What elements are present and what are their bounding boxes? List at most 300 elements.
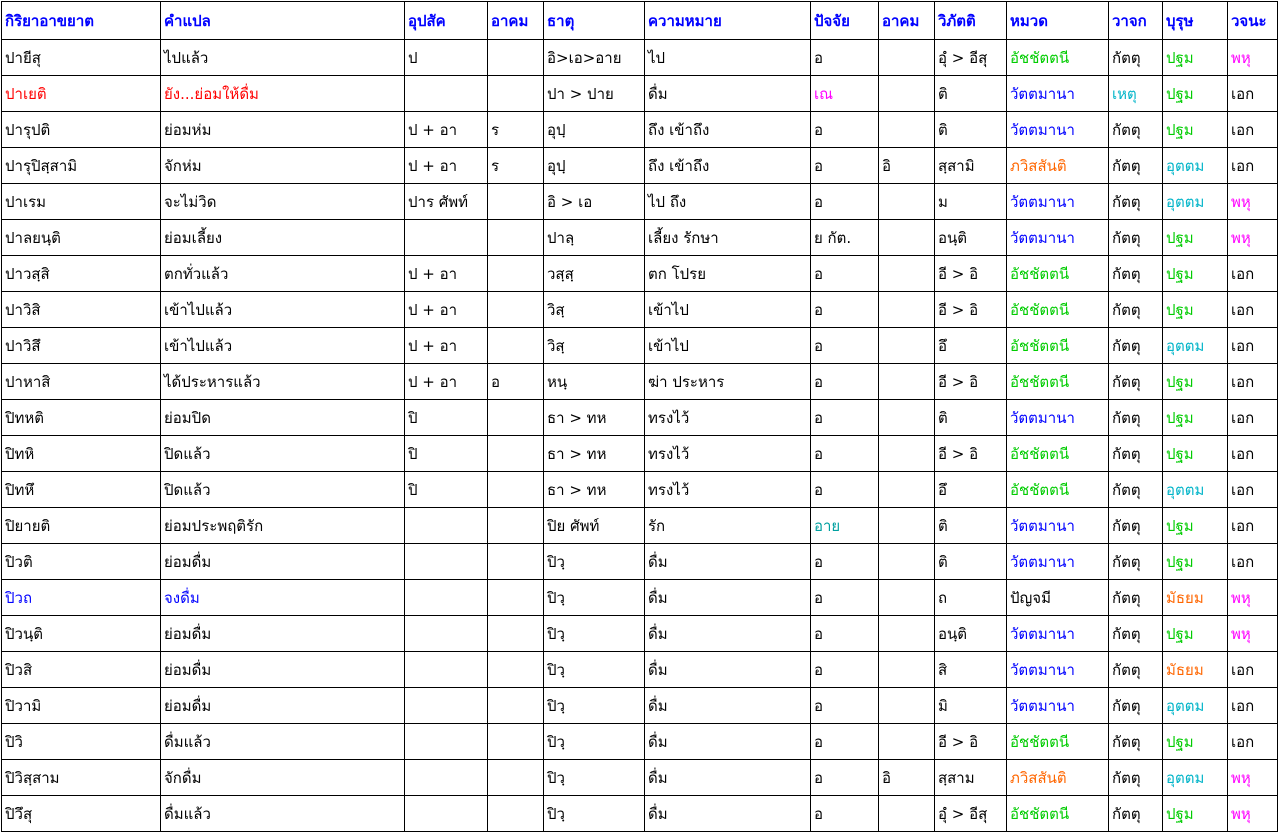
cell-augment-2: อิ <box>879 148 935 184</box>
cell-number: พหุ <box>1228 760 1278 796</box>
cell-tense: ภวิสสันติ <box>1007 148 1109 184</box>
cell-suffix: อ <box>811 292 879 328</box>
header-root: ธาตุ <box>544 2 645 40</box>
cell-suffix: อ <box>811 40 879 76</box>
cell-augment-2 <box>879 616 935 652</box>
cell-root: ปิวฺ <box>544 760 645 796</box>
cell-verb: ปาวิสึ <box>2 328 161 364</box>
cell-verb: ปิทหึ <box>2 472 161 508</box>
cell-augment <box>488 40 544 76</box>
cell-translation: เข้าไปแล้ว <box>161 292 405 328</box>
cell-person: มัธยม <box>1163 652 1228 688</box>
cell-augment: ร <box>488 112 544 148</box>
cell-number: พหุ <box>1228 616 1278 652</box>
cell-ending: อี > อิ <box>935 436 1007 472</box>
cell-suffix: อ <box>811 616 879 652</box>
cell-root: วิสฺ <box>544 328 645 364</box>
table-row <box>2 544 1278 580</box>
cell-prefix <box>405 76 488 112</box>
cell-augment-2 <box>879 544 935 580</box>
cell-tense: วัตตมานา <box>1007 544 1109 580</box>
header-suffix: ปัจจัย <box>811 2 879 40</box>
cell-person: อุตตม <box>1163 688 1228 724</box>
cell-root: ปา > ปาย <box>544 76 645 112</box>
cell-number: พหุ <box>1228 40 1278 76</box>
cell-prefix: ป + อา <box>405 112 488 148</box>
cell-root: ปิวฺ <box>544 580 645 616</box>
cell-root: ปาลฺ <box>544 220 645 256</box>
cell-suffix: อ <box>811 400 879 436</box>
cell-meaning: เลี้ยง รักษา <box>645 220 811 256</box>
cell-augment-2 <box>879 724 935 760</box>
cell-meaning: ดื่ม <box>645 760 811 796</box>
cell-number: เอก <box>1228 292 1278 328</box>
header-tense: หมวด <box>1007 2 1109 40</box>
table-row <box>2 328 1278 364</box>
cell-suffix: อ <box>811 364 879 400</box>
cell-tense: อัชชัตตนี <box>1007 472 1109 508</box>
cell-person: ปฐม <box>1163 796 1228 832</box>
header-voice: วาจก <box>1109 2 1163 40</box>
cell-tense: วัตตมานา <box>1007 184 1109 220</box>
cell-number: เอก <box>1228 76 1278 112</box>
cell-prefix <box>405 544 488 580</box>
cell-augment-2 <box>879 256 935 292</box>
cell-voice: กัตตุ <box>1109 328 1163 364</box>
cell-augment-2 <box>879 76 935 112</box>
cell-tense: อัชชัตตนี <box>1007 256 1109 292</box>
header-translation: คำแปล <box>161 2 405 40</box>
cell-tense: อัชชัตตนี <box>1007 364 1109 400</box>
cell-translation: จักดื่ม <box>161 760 405 796</box>
cell-voice: กัตตุ <box>1109 580 1163 616</box>
cell-translation: ปิดแล้ว <box>161 436 405 472</box>
table-row <box>2 400 1278 436</box>
table-row <box>2 292 1278 328</box>
cell-meaning: ดื่ม <box>645 796 811 832</box>
cell-ending: อุํ > อีสุ <box>935 796 1007 832</box>
cell-meaning: ถึง เข้าถึง <box>645 148 811 184</box>
cell-tense: วัตตมานา <box>1007 220 1109 256</box>
cell-person: อุตตม <box>1163 760 1228 796</box>
cell-person: ปฐม <box>1163 112 1228 148</box>
cell-verb: ปาหาสิ <box>2 364 161 400</box>
cell-suffix: อ <box>811 328 879 364</box>
cell-augment <box>488 580 544 616</box>
cell-prefix <box>405 580 488 616</box>
cell-suffix: อ <box>811 580 879 616</box>
table-row <box>2 724 1278 760</box>
cell-translation: ย่อมดื่ม <box>161 688 405 724</box>
cell-augment-2 <box>879 364 935 400</box>
cell-person: ปฐม <box>1163 220 1228 256</box>
cell-voice: กัตตุ <box>1109 760 1163 796</box>
cell-ending: อุํ > อีสุ <box>935 40 1007 76</box>
cell-meaning: รัก <box>645 508 811 544</box>
cell-voice: เหตุ <box>1109 76 1163 112</box>
cell-translation: ย่อมดื่ม <box>161 616 405 652</box>
cell-augment-2 <box>879 400 935 436</box>
cell-voice: กัตตุ <box>1109 472 1163 508</box>
cell-augment <box>488 76 544 112</box>
cell-root: ปิวฺ <box>544 688 645 724</box>
table-row <box>2 508 1278 544</box>
cell-person: ปฐม <box>1163 508 1228 544</box>
cell-translation: ย่อมห่ม <box>161 112 405 148</box>
cell-voice: กัตตุ <box>1109 724 1163 760</box>
header-row <box>2 2 1278 40</box>
cell-augment-2 <box>879 328 935 364</box>
cell-tense: วัตตมานา <box>1007 616 1109 652</box>
cell-root: หนฺ <box>544 364 645 400</box>
cell-number: เอก <box>1228 652 1278 688</box>
cell-number: เอก <box>1228 544 1278 580</box>
cell-augment-2 <box>879 184 935 220</box>
cell-number: เอก <box>1228 256 1278 292</box>
cell-voice: กัตตุ <box>1109 112 1163 148</box>
cell-person: ปฐม <box>1163 292 1228 328</box>
cell-augment: ร <box>488 148 544 184</box>
cell-suffix: ย กัต. <box>811 220 879 256</box>
cell-number: พหุ <box>1228 796 1278 832</box>
cell-prefix: ป <box>405 40 488 76</box>
cell-person: ปฐม <box>1163 436 1228 472</box>
cell-root: ปิวฺ <box>544 616 645 652</box>
cell-person: ปฐม <box>1163 544 1228 580</box>
cell-voice: กัตตุ <box>1109 148 1163 184</box>
cell-ending: ติ <box>935 508 1007 544</box>
cell-suffix: อ <box>811 112 879 148</box>
cell-augment <box>488 184 544 220</box>
cell-meaning: เข้าไป <box>645 292 811 328</box>
table-row <box>2 148 1278 184</box>
cell-prefix <box>405 724 488 760</box>
header-verb: กิริยาอาขยาต <box>2 2 161 40</box>
cell-prefix: ป + อา <box>405 256 488 292</box>
cell-translation: ย่อมดื่ม <box>161 652 405 688</box>
header-meaning: ความหมาย <box>645 2 811 40</box>
cell-tense: วัตตมานา <box>1007 508 1109 544</box>
cell-translation: ย่อมดื่ม <box>161 544 405 580</box>
cell-augment: อ <box>488 364 544 400</box>
cell-verb: ปาเยติ <box>2 76 161 112</box>
cell-translation: จะไม่วิด <box>161 184 405 220</box>
cell-meaning: ตก โปรย <box>645 256 811 292</box>
cell-tense: อัชชัตตนี <box>1007 436 1109 472</box>
cell-number: เอก <box>1228 688 1278 724</box>
cell-meaning: ทรงไว้ <box>645 436 811 472</box>
cell-augment <box>488 256 544 292</box>
cell-verb: ปารุปติ <box>2 112 161 148</box>
cell-number: เอก <box>1228 112 1278 148</box>
table-row <box>2 76 1278 112</box>
cell-augment-2 <box>879 688 935 724</box>
cell-verb: ปิวึสุ <box>2 796 161 832</box>
cell-voice: กัตตุ <box>1109 40 1163 76</box>
cell-root: วสฺสฺ <box>544 256 645 292</box>
cell-prefix: ป + อา <box>405 148 488 184</box>
cell-tense: วัตตมานา <box>1007 652 1109 688</box>
cell-number: เอก <box>1228 436 1278 472</box>
cell-suffix: อ <box>811 760 879 796</box>
cell-tense: ปัญจมี <box>1007 580 1109 616</box>
cell-root: ปิย ศัพท์ <box>544 508 645 544</box>
cell-suffix: อ <box>811 724 879 760</box>
cell-translation: ไปแล้ว <box>161 40 405 76</box>
cell-suffix: อ <box>811 472 879 508</box>
cell-verb: ปิทหติ <box>2 400 161 436</box>
cell-tense: วัตตมานา <box>1007 688 1109 724</box>
cell-meaning: ฆ่า ประหาร <box>645 364 811 400</box>
table-row <box>2 616 1278 652</box>
cell-meaning: ถึง เข้าถึง <box>645 112 811 148</box>
cell-verb: ปาวิสิ <box>2 292 161 328</box>
cell-meaning: ดื่ม <box>645 544 811 580</box>
cell-root: ธา > ทห <box>544 436 645 472</box>
table-row <box>2 760 1278 796</box>
cell-root: ปิวฺ <box>544 544 645 580</box>
cell-person: อุตตม <box>1163 148 1228 184</box>
cell-voice: กัตตุ <box>1109 508 1163 544</box>
cell-meaning: เข้าไป <box>645 328 811 364</box>
cell-verb: ปาเรม <box>2 184 161 220</box>
cell-meaning: ทรงไว้ <box>645 400 811 436</box>
cell-person: อุตตม <box>1163 472 1228 508</box>
cell-translation: ตกทั่วแล้ว <box>161 256 405 292</box>
table-row <box>2 184 1278 220</box>
cell-translation: ย่อมเลี้ยง <box>161 220 405 256</box>
cell-root: ปิวฺ <box>544 796 645 832</box>
cell-voice: กัตตุ <box>1109 652 1163 688</box>
cell-meaning: ไป <box>645 40 811 76</box>
cell-augment-2 <box>879 436 935 472</box>
cell-prefix: ปาร ศัพท์ <box>405 184 488 220</box>
cell-person: ปฐม <box>1163 40 1228 76</box>
cell-translation: ยัง...ย่อมให้ดื่ม <box>161 76 405 112</box>
cell-augment-2 <box>879 796 935 832</box>
cell-augment-2 <box>879 580 935 616</box>
cell-number: เอก <box>1228 724 1278 760</box>
cell-augment-2 <box>879 220 935 256</box>
cell-root: ปิวฺ <box>544 652 645 688</box>
table-row <box>2 436 1278 472</box>
cell-meaning: ดื่ม <box>645 652 811 688</box>
header-augment-2: อาคม <box>879 2 935 40</box>
cell-augment-2 <box>879 292 935 328</box>
cell-number: เอก <box>1228 472 1278 508</box>
cell-augment <box>488 796 544 832</box>
cell-verb: ปาลยนฺติ <box>2 220 161 256</box>
cell-root: อิ > เอ <box>544 184 645 220</box>
cell-voice: กัตตุ <box>1109 184 1163 220</box>
cell-voice: กัตตุ <box>1109 292 1163 328</box>
cell-tense: วัตตมานา <box>1007 112 1109 148</box>
cell-verb: ปิวสิ <box>2 652 161 688</box>
cell-ending: ติ <box>935 544 1007 580</box>
cell-ending: อี > อิ <box>935 364 1007 400</box>
cell-augment <box>488 328 544 364</box>
cell-suffix: อ <box>811 544 879 580</box>
cell-voice: กัตตุ <box>1109 688 1163 724</box>
cell-ending: ติ <box>935 76 1007 112</box>
cell-number: เอก <box>1228 364 1278 400</box>
header-ending: วิภัตติ <box>935 2 1007 40</box>
header-prefix: อุปสัค <box>405 2 488 40</box>
cell-number: เอก <box>1228 328 1278 364</box>
cell-person: อุตตม <box>1163 328 1228 364</box>
cell-person: อุตตม <box>1163 184 1228 220</box>
cell-prefix <box>405 688 488 724</box>
cell-ending: อี > อิ <box>935 256 1007 292</box>
table-row <box>2 796 1278 832</box>
table-row <box>2 472 1278 508</box>
cell-verb: ปิวิ <box>2 724 161 760</box>
table-row <box>2 112 1278 148</box>
cell-person: มัธยม <box>1163 580 1228 616</box>
table-row <box>2 688 1278 724</box>
cell-suffix: เณ <box>811 76 879 112</box>
cell-translation: ดื่มแล้ว <box>161 796 405 832</box>
cell-tense: อัชชัตตนี <box>1007 796 1109 832</box>
cell-tense: อัชชัตตนี <box>1007 724 1109 760</box>
cell-prefix <box>405 508 488 544</box>
cell-translation: ได้ประหารแล้ว <box>161 364 405 400</box>
cell-verb: ปิวิสฺสาม <box>2 760 161 796</box>
cell-augment <box>488 292 544 328</box>
cell-ending: ติ <box>935 112 1007 148</box>
cell-augment-2 <box>879 508 935 544</box>
cell-root: อุปฺ <box>544 112 645 148</box>
verb-conjugation-table <box>1 1 1278 832</box>
cell-person: ปฐม <box>1163 76 1228 112</box>
cell-prefix: ปิ <box>405 436 488 472</box>
cell-suffix: อ <box>811 688 879 724</box>
cell-augment <box>488 616 544 652</box>
cell-tense: อัชชัตตนี <box>1007 40 1109 76</box>
cell-suffix: อ <box>811 184 879 220</box>
cell-ending: ถ <box>935 580 1007 616</box>
cell-tense: อัชชัตตนี <box>1007 292 1109 328</box>
cell-voice: กัตตุ <box>1109 616 1163 652</box>
cell-root: อิ>เอ>อาย <box>544 40 645 76</box>
cell-voice: กัตตุ <box>1109 256 1163 292</box>
table-row <box>2 220 1278 256</box>
cell-voice: กัตตุ <box>1109 400 1163 436</box>
cell-ending: อนฺติ <box>935 220 1007 256</box>
cell-ending: อึ <box>935 328 1007 364</box>
cell-tense: วัตตมานา <box>1007 76 1109 112</box>
cell-voice: กัตตุ <box>1109 544 1163 580</box>
cell-translation: ปิดแล้ว <box>161 472 405 508</box>
cell-suffix: อ <box>811 256 879 292</box>
cell-voice: กัตตุ <box>1109 220 1163 256</box>
cell-translation: เข้าไปแล้ว <box>161 328 405 364</box>
cell-meaning: ทรงไว้ <box>645 472 811 508</box>
cell-prefix: ป + อา <box>405 364 488 400</box>
cell-translation: ย่อมประพฤติรัก <box>161 508 405 544</box>
cell-verb: ปารุปิสฺสามิ <box>2 148 161 184</box>
cell-translation: จักห่ม <box>161 148 405 184</box>
cell-voice: กัตตุ <box>1109 436 1163 472</box>
cell-prefix <box>405 796 488 832</box>
header-augment: อาคม <box>488 2 544 40</box>
table-row <box>2 652 1278 688</box>
cell-tense: วัตตมานา <box>1007 400 1109 436</box>
cell-augment <box>488 652 544 688</box>
cell-tense: ภวิสสันติ <box>1007 760 1109 796</box>
cell-suffix: อาย <box>811 508 879 544</box>
cell-augment <box>488 436 544 472</box>
cell-number: พหุ <box>1228 580 1278 616</box>
cell-augment-2 <box>879 112 935 148</box>
cell-root: วิสฺ <box>544 292 645 328</box>
table-row <box>2 40 1278 76</box>
cell-verb: ปิทหิ <box>2 436 161 472</box>
cell-meaning: ดื่ม <box>645 724 811 760</box>
cell-prefix <box>405 616 488 652</box>
cell-suffix: อ <box>811 436 879 472</box>
cell-augment <box>488 220 544 256</box>
cell-root: ธา > ทห <box>544 400 645 436</box>
cell-verb: ปิวติ <box>2 544 161 580</box>
table-row <box>2 580 1278 616</box>
cell-ending: อึ <box>935 472 1007 508</box>
cell-tense: อัชชัตตนี <box>1007 328 1109 364</box>
cell-suffix: อ <box>811 796 879 832</box>
cell-ending: สิ <box>935 652 1007 688</box>
cell-ending: อนฺติ <box>935 616 1007 652</box>
cell-ending: สฺสามิ <box>935 148 1007 184</box>
cell-verb: ปิวนฺติ <box>2 616 161 652</box>
cell-voice: กัตตุ <box>1109 796 1163 832</box>
cell-augment-2 <box>879 40 935 76</box>
cell-suffix: อ <box>811 652 879 688</box>
cell-meaning: ดื่ม <box>645 76 811 112</box>
cell-prefix: ป + อา <box>405 328 488 364</box>
cell-verb: ปาวสฺสิ <box>2 256 161 292</box>
cell-augment <box>488 544 544 580</box>
cell-ending: อี > อิ <box>935 724 1007 760</box>
cell-augment <box>488 472 544 508</box>
cell-voice: กัตตุ <box>1109 364 1163 400</box>
cell-root: อุปฺ <box>544 148 645 184</box>
cell-augment-2 <box>879 472 935 508</box>
cell-augment <box>488 760 544 796</box>
cell-person: ปฐม <box>1163 256 1228 292</box>
cell-number: เอก <box>1228 508 1278 544</box>
cell-person: ปฐม <box>1163 724 1228 760</box>
cell-translation: จงดื่ม <box>161 580 405 616</box>
table-row <box>2 256 1278 292</box>
cell-translation: ย่อมปิด <box>161 400 405 436</box>
cell-ending: ม <box>935 184 1007 220</box>
cell-root: ธา > ทห <box>544 472 645 508</box>
cell-number: เอก <box>1228 400 1278 436</box>
cell-prefix <box>405 760 488 796</box>
cell-person: ปฐม <box>1163 364 1228 400</box>
header-number: วจนะ <box>1228 2 1278 40</box>
cell-verb: ปิยายติ <box>2 508 161 544</box>
cell-number: พหุ <box>1228 220 1278 256</box>
cell-ending: มิ <box>935 688 1007 724</box>
cell-translation: ดื่มแล้ว <box>161 724 405 760</box>
cell-number: เอก <box>1228 148 1278 184</box>
cell-meaning: ไป ถึง <box>645 184 811 220</box>
cell-meaning: ดื่ม <box>645 580 811 616</box>
cell-person: ปฐม <box>1163 400 1228 436</box>
cell-augment <box>488 688 544 724</box>
cell-ending: อี > อิ <box>935 292 1007 328</box>
